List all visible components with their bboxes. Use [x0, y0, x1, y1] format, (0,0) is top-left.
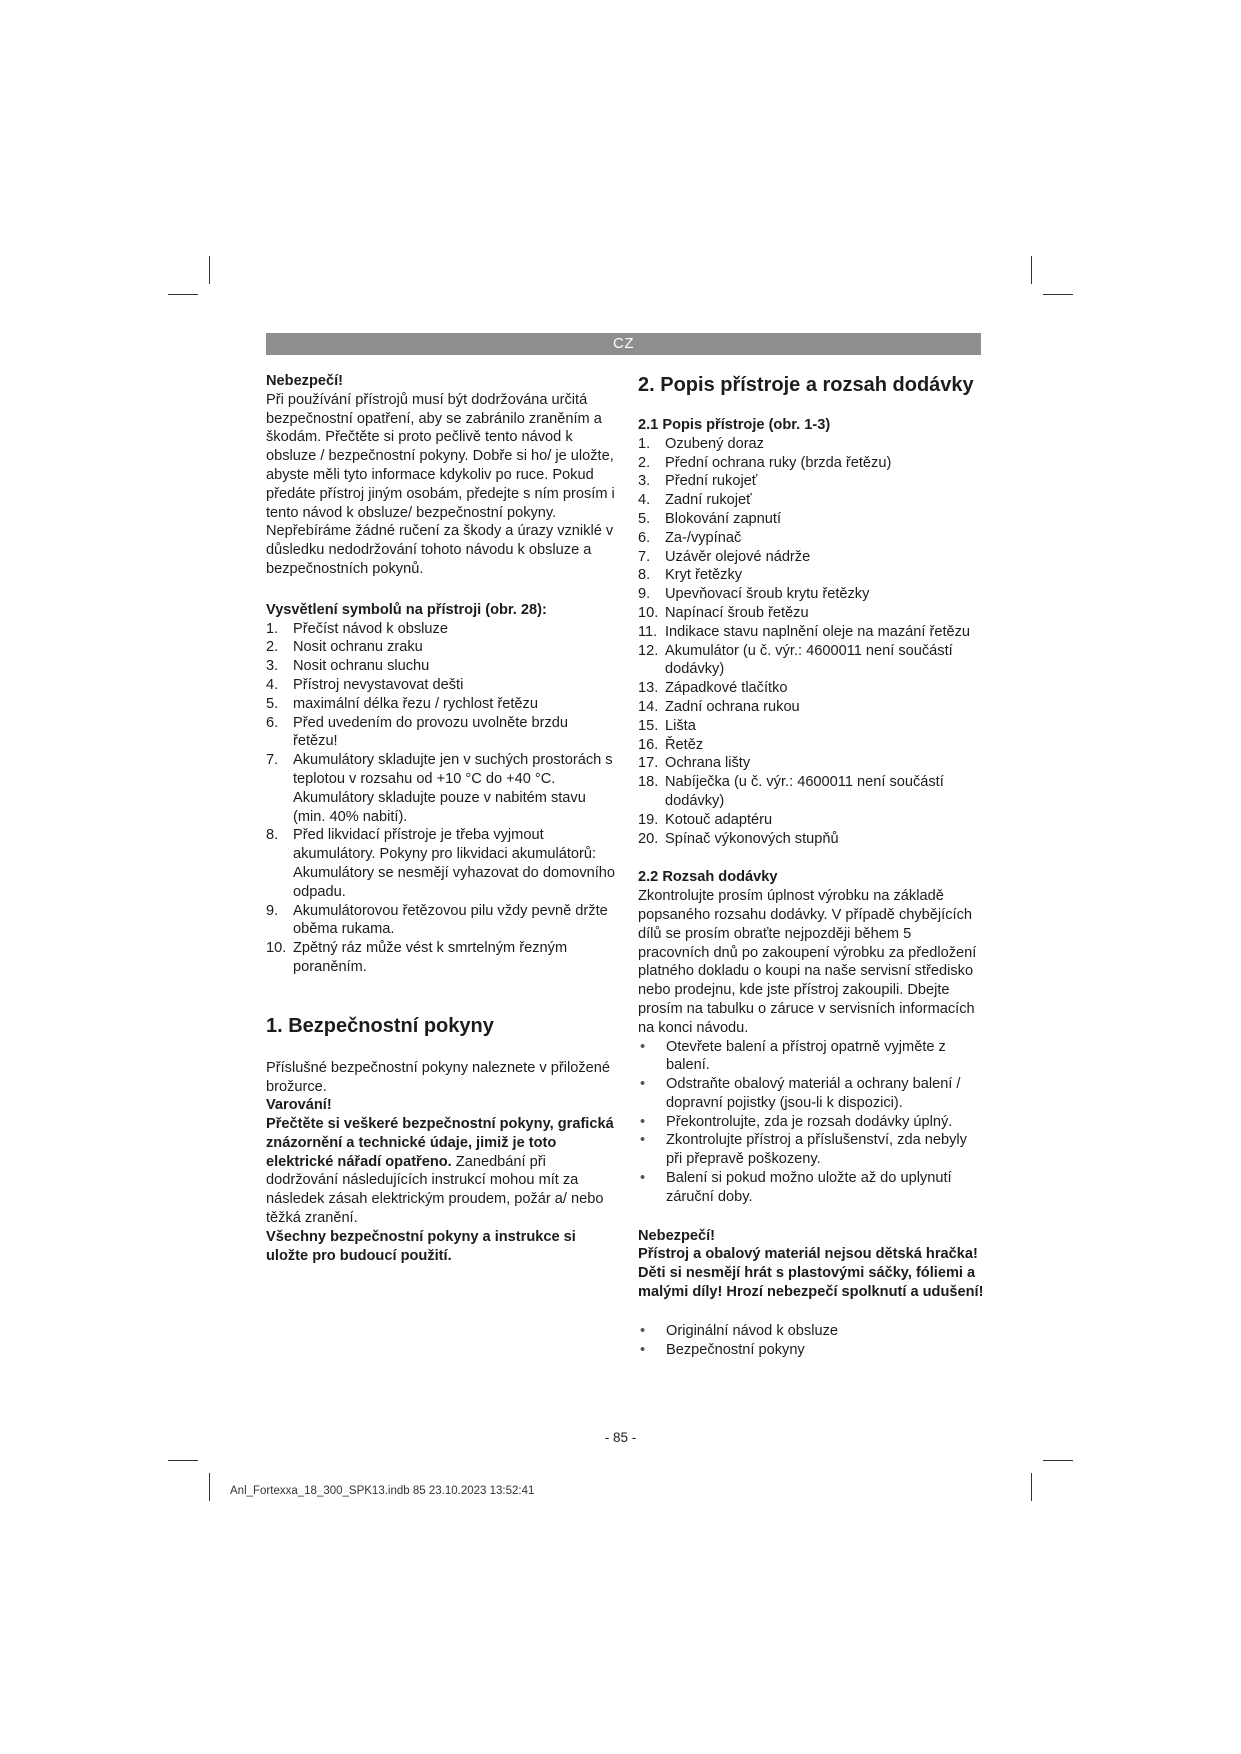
symbol-item: 5. maximální délka řezu / rychlost řetězu — [266, 695, 538, 712]
part-item: 14. Zadní ochrana rukou — [638, 698, 800, 715]
symbol-item: 8. Před likvidací přístroje je třeba vyjmout akumulátory. Pokyny pro likvidaci akumulátorů: Akumulátory se nesmějí vyhazovat do domovního odpadu. — [266, 827, 616, 900]
part-item: 1. Ozubený doraz — [638, 435, 764, 452]
keep-instructions: Všechny bezpečnostní pokyny a instrukce si uložte pro budoucí použití. — [266, 1228, 576, 1264]
symbol-item: 10. Zpětný ráz může vést k smrtelným řezným poraněním. — [266, 940, 568, 975]
danger2-title: Nebezpečí! — [638, 1227, 716, 1244]
included-bullets — [638, 1322, 984, 1360]
bullet-item: • Zkontrolujte přístroj a příslušenství, zda nebyly při přepravě poškozeny. — [638, 1131, 984, 1169]
part-item: 19. Kotouč adaptéru — [638, 811, 773, 828]
symbol-item: 2. Nosit ochranu zraku — [266, 639, 423, 656]
symbol-item: 9. Akumulátorovou řetězovou pilu vždy pevně držte oběma rukama. — [266, 902, 608, 938]
scope-text: Zkontrolujte prosím úplnost výrobku na základě popsaného rozsahu dodávky. V případě chybějících dílů se prosím obraťte nejpozději během 5 pracovních dnů po zakoupení výrobku za předložení platného dokladu o koupi na naše servisní středisko nebo prodejnu, kde jste přístroj zakoupili. Dbejte prosím na tabulku o záruce v servisních informacích na konci návodu. — [638, 888, 977, 1036]
crop-mark-top-left-h — [168, 294, 198, 295]
parts-list — [638, 435, 984, 849]
language-label: CZ — [613, 335, 634, 352]
symbol-item: Akumulátory skladujte pouze v nabitém stavu (min. 40% nabití). — [293, 789, 586, 825]
print-file-info: Anl_Fortexxa_18_300_SPK13.indb 85 23.10.2023 13:52:41 — [230, 1485, 535, 1497]
part-item: 11. Indikace stavu naplnění oleje na mazání řetězu — [638, 623, 971, 640]
sub21-title: 2.1 Popis přístroje (obr. 1-3) — [638, 417, 831, 433]
crop-mark-top-right-v — [1031, 256, 1032, 284]
part-item: 13. Západkové tlačítko — [638, 680, 788, 697]
right-column — [638, 372, 984, 1359]
bullet-item: • Odstraňte obalový materiál a ochrany balení / dopravní pojistky (jsou-li k dispozici). — [638, 1075, 984, 1113]
symbols-list — [266, 620, 616, 977]
symbol-item: 4. Přístroj nevystavovat dešti — [266, 676, 464, 693]
part-item: 17. Ochrana lišty — [638, 755, 751, 772]
crop-mark-bottom-left-v — [209, 1473, 210, 1501]
page-number: - 85 - — [604, 1430, 637, 1445]
part-item: 4. Zadní rukojeť — [638, 492, 752, 509]
part-item: 8. Kryt řetězky — [638, 567, 743, 584]
language-header-bar — [266, 333, 981, 355]
section2-title: 2. Popis přístroje a rozsah dodávky — [638, 374, 974, 396]
bullet-item: • Balení si pokud možno uložte až do uplynutí záruční doby. — [638, 1169, 984, 1207]
warning-paragraph — [266, 1115, 616, 1228]
symbol-item: 7. Akumulátory skladujte jen v suchých prostorách s teplotou v rozsahu od +10 °C do +40 °C. — [266, 752, 613, 787]
symbol-item: 1. Přečíst návod k obsluze — [266, 620, 448, 637]
symbol-item: 6. Před uvedením do provozu uvolněte brzdu řetězu! — [266, 714, 569, 750]
warning-title: Varování! — [266, 1097, 332, 1114]
part-item: 15. Lišta — [638, 717, 696, 734]
left-column — [266, 372, 616, 1265]
part-item: 5. Blokování zapnutí — [638, 510, 782, 527]
part-item: 6. Za-/vypínač — [638, 529, 742, 546]
part-item: 18. Nabíječka (u č. výr.: 4600011 není součástí dodávky) — [638, 774, 944, 809]
part-item: 20. Spínač výkonových stupňů — [638, 830, 839, 847]
part-item: 16. Řetěz — [638, 736, 704, 753]
section1-title: 1. Bezpečnostní pokyny — [266, 1014, 494, 1037]
crop-mark-bottom-right-h — [1043, 1460, 1073, 1461]
bullet-item: • Originální návod k obsluze — [638, 1322, 984, 1341]
warning-text: Zanedbání při dodržování následujících instrukcí mohou mít za následek zásah elektrickým proudem, požár a/ nebo těžká zranění. — [266, 1153, 604, 1227]
crop-mark-top-right-h — [1043, 294, 1073, 295]
warning-bold: Přečtěte si veškeré bezpečnostní pokyny, grafická znázornění a technické údaje, jimiž je toto elektrické nářadí opatřeno. — [266, 1116, 614, 1170]
sub22-title: 2.2 Rozsah dodávky — [638, 869, 778, 886]
danger-text: Při používání přístrojů musí být dodržována určitá bezpečnostní opatření, aby se zabránilo zraněním a škodám. Přečtěte si proto pečlivě tento návod k obsluze / bezpečnostní pokyny. Dobře si ho/ je uložte, abyste měli tyto informace kdykoliv po ruce. Pokud předáte přístroj jiným osobám, předejte s ním prosím i tento návod k obsluze/ bezpečnostní pokyny. Nepřebíráme žádné ručení za škody a úrazy vzniklé v důsledku nedodržování tohoto návodu k obsluze a bezpečnostních pokynů. — [266, 391, 615, 577]
danger-title: Nebezpečí! — [266, 373, 344, 389]
bullet-item: • Překontrolujte, zda je rozsah dodávky úplný. — [638, 1113, 984, 1132]
danger2-text: Přístroj a obalový materiál nejsou dětská hračka! Děti si nesmějí hrát s plastovými sáčky, fóliemi a malými díly! Hrozí nebezpečí spolknutí a udušení! — [638, 1246, 984, 1301]
crop-mark-top-left-v — [209, 256, 210, 284]
symbol-item: 3. Nosit ochranu sluchu — [266, 658, 430, 675]
section1-intro: Příslušné bezpečnostní pokyny naleznete v přiložené brožurce. — [266, 1059, 610, 1095]
part-item: 3. Přední rukojeť — [638, 473, 758, 490]
bullet-item: • Bezpečnostní pokyny — [638, 1341, 984, 1360]
part-item: 12. Akumulátor (u č. výr.: 4600011 není součástí dodávky) — [638, 642, 953, 678]
symbols-title: Vysvětlení symbolů na přístroji (obr. 28): — [266, 601, 547, 618]
part-item: 7. Uzávěr olejové nádrže — [638, 548, 811, 565]
part-item: 9. Upevňovací šroub krytu řetězky — [638, 586, 870, 603]
bullet-item: • Otevřete balení a přístroj opatrně vyjměte z balení. — [638, 1038, 984, 1076]
scope-bullets — [638, 1038, 984, 1207]
part-item: 10. Napínací šroub řetězu — [638, 604, 809, 621]
crop-mark-bottom-right-v — [1031, 1473, 1032, 1501]
part-item: 2. Přední ochrana ruky (brzda řetězu) — [638, 454, 892, 471]
crop-mark-bottom-left-h — [168, 1460, 198, 1461]
